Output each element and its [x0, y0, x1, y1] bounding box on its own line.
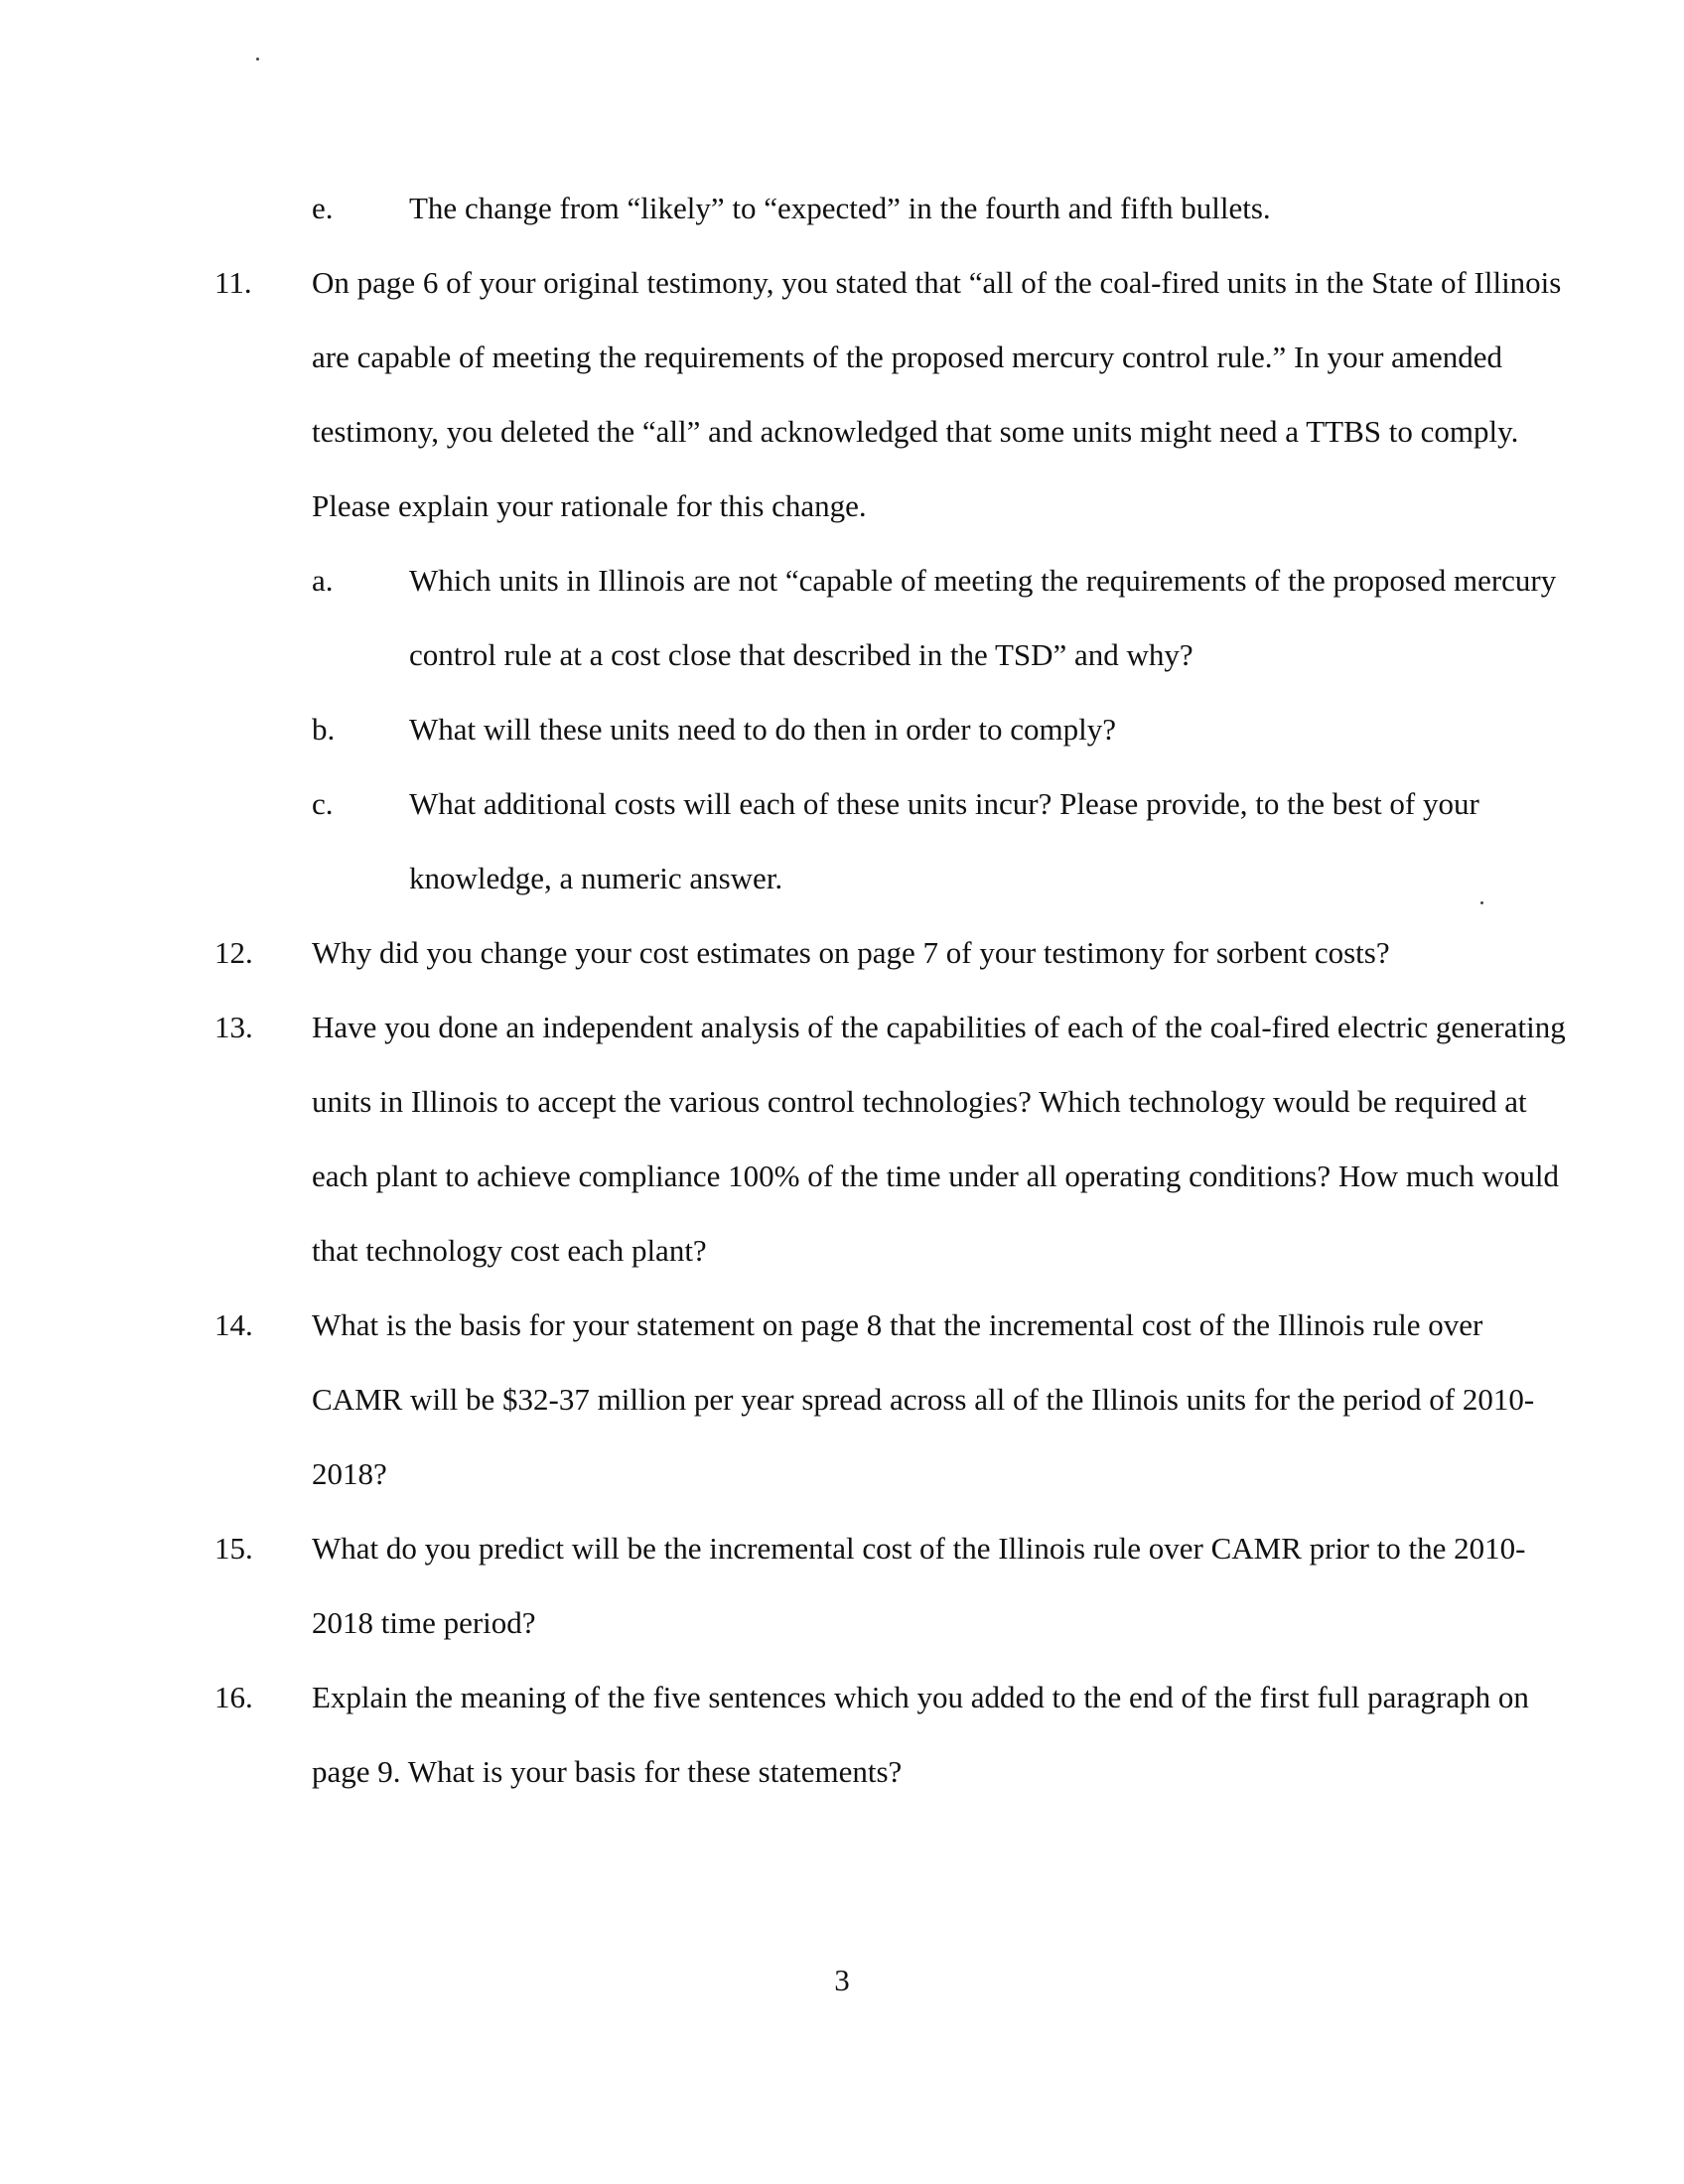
item-text: What will these units need to do then in order to comply?	[409, 712, 1116, 747]
item-number: 14.	[214, 1307, 253, 1342]
item-text: On page 6 of your original testimony, you stated that “all of the coal-fired units in the State of Illinois are capable of meeting the requirements of the proposed mercury control rule.” In your amended testimony, you deleted the “all” and acknowledged that some units might need a TTBS to comply. Please explain your rationale for this change.	[312, 265, 1562, 523]
item-number: 13.	[214, 1010, 253, 1044]
item-text: Which units in Illinois are not “capable of meeting the requirements of the proposed mercury control rule at a cost close that described in the TSD” and why?	[409, 563, 1557, 672]
page-number: 3	[834, 1963, 850, 1997]
item-number: 16.	[214, 1680, 253, 1714]
item-text: What do you predict will be the incremental cost of the Illinois rule over CAMR prior to the 2010-2018 time period?	[312, 1531, 1526, 1640]
item-text: Explain the meaning of the five sentences which you added to the end of the first full paragraph on page 9. What is your basis for these statements?	[312, 1680, 1529, 1789]
item-number: a.	[312, 563, 334, 598]
item-number: b.	[312, 712, 336, 747]
item-text: Have you done an independent analysis of the capabilities of each of the coal-fired electric generating units in Illinois to accept the various control technologies? Which technology would be required at each plant to achieve compliance 100% of the time under all operating conditions? How much would that technology cost each plant?	[312, 1010, 1566, 1268]
item-number: 15.	[214, 1531, 253, 1566]
item-number: 11.	[214, 265, 252, 300]
item-text: What additional costs will each of these units incur? Please provide, to the best of your knowledge, a numeric answer.	[409, 786, 1479, 895]
item-number: e.	[312, 191, 334, 225]
scan-speck	[256, 58, 259, 61]
item-number: 12.	[214, 935, 253, 970]
item-text: The change from “likely” to “expected” in the fourth and fifth bullets.	[409, 191, 1271, 225]
item-text: Why did you change your cost estimates on page 7 of your testimony for sorbent costs?	[312, 935, 1390, 970]
item-number: c.	[312, 786, 334, 821]
item-text: What is the basis for your statement on page 8 that the incremental cost of the Illinois rule over CAMR will be $32-37 million per year spread across all of the Illinois units for the period of 2010-2018?	[312, 1307, 1535, 1491]
